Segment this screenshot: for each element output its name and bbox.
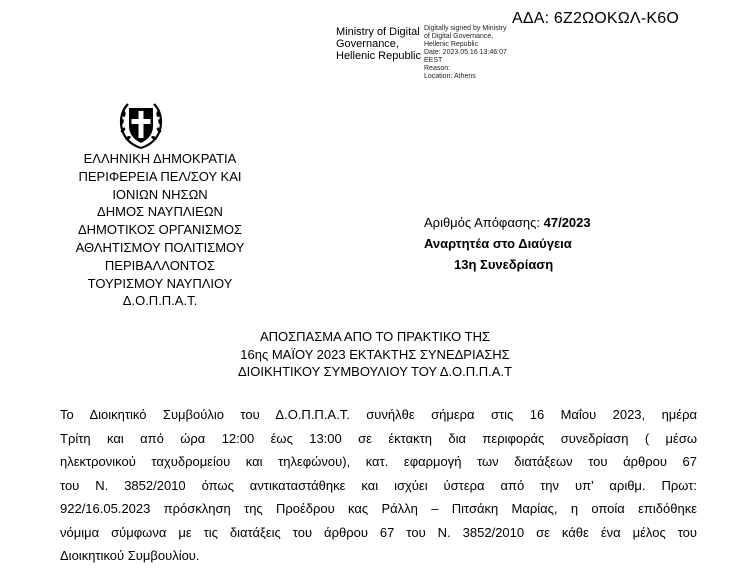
institution-line: ΠΕΡΙΦΕΡΕΙΑ ΠΕΛ/ΣΟΥ ΚΑΙ [78,168,242,184]
body-line: του Ν. 3852/2010 όπως αντικαταστάθηκε και ισχύει ύστερα από την υπ’ αριθμ. Πρωτ: [60,477,697,493]
body-paragraph [60,403,697,568]
body-line: ηλεκτρονικού ταχυδρομείου και τηλεφώνου), κατ. εφαρμογή των διατάξεων του άρθρου 67 [60,454,697,469]
decision-info [424,212,591,275]
signature-detail-line: Digitally signed by Ministry [424,25,507,32]
institution-line: ΠΕΡΙΒΑΛΛΟΝΤΟΣ [104,257,216,273]
institution-line: ΔΗΜΟΣ ΝΑΥΠΛΙΕΩΝ [97,204,223,220]
body-line: Διοικητικού Συμβουλίου. [60,548,200,563]
ada-code: ΑΔΑ: 6Ζ2ΩΟΚΩΛ-Κ6Ο [512,10,679,27]
body-line: 922/16.05.2023 πρόσκληση της Προέδρου κας Ράλλη – Πιτσάκη Μαρίας, η οποία επιδόθηκε [60,501,697,516]
signature-signer [336,26,421,62]
signature-detail-line: Date: 2023.05.16 13:46:07 [424,49,507,56]
title-line: ΔΙΟΙΚΗΤΙΚΟΥ ΣΥΜΒΟΥΛΙΟΥ ΤΟΥ Δ.Ο.Π.Π.Α.Τ [237,364,513,379]
title-line: ΑΠΟΣΠΑΣΜΑ ΑΠΟ ΤΟ ΠΡΑΚΤΙΚΟ ΤΗΣ [259,329,491,344]
signature-detail-line: Location: Athens [424,73,476,80]
institution-line: ΑΘΛΗΤΙΣΜΟΥ ΠΟΛΙΤΙΣΜΟΥ [75,239,245,255]
signature-signer-line: Hellenic Republic [336,50,421,62]
institution-line: ΕΛΛΗΝΙΚΗ ΔΗΜΟΚΡΑΤΙΑ [83,151,237,166]
signature-detail-line: EEST [424,57,443,64]
institution-line: Δ.Ο.Π.Π.Α.Τ. [122,293,198,309]
signature-signer-line: Ministry of Digital [336,26,420,38]
institution-line: ΙΟΝΙΩΝ ΝΗΣΩΝ [112,186,208,202]
signature-detail-line: Reason: [424,65,451,72]
institution-header [40,150,280,310]
body-line: Τρίτη και από ώρα 12:00 έως 13:00 σε έκτακτη δια περιφοράς συνεδρίαση ( μέσω [60,430,697,446]
extract-title [0,328,750,381]
decision-number-label: Αριθμός Απόφασης: [424,215,544,230]
title-line: 16ης ΜΑΪΟΥ 2023 ΕΚΤΑΚΤΗΣ ΣΥΝΕΔΡΙΑΣΗΣ [240,346,510,362]
decision-number-value: 47/2023 [543,215,591,230]
institution-line: ΔΗΜΟΤΙΚΟΣ ΟΡΓΑΝΙΣΜΟΣ [77,222,243,238]
signature-signer-line: Governance, [336,38,399,50]
session-number: 13η Συνεδρίαση [454,257,554,272]
institution-line: ΤΟΥΡΙΣΜΟΥ ΝΑΥΠΛΙΟΥ [87,275,233,291]
signature-detail-line: Hellenic Republic [424,41,479,48]
decision-number-row [424,212,591,233]
greek-coat-of-arms-icon [118,100,164,150]
signature-detail-line: of Digital Governance, [424,33,494,40]
publish-note: Αναρτητέα στο Διαύγεια [424,236,572,251]
signature-details [424,25,507,81]
body-line: νόμιμα σύμφωνα με τις διατάξεις του άρθρου 67 του Ν. 3852/2010 σε κάθε ένα μέλος του [60,524,697,540]
body-line: Το Διοικητικό Συμβούλιο του Δ.Ο.Π.Π.Α.Τ. συνήλθε σήμερα στις 16 Μαΐου 2023, ημέρα [60,407,697,422]
